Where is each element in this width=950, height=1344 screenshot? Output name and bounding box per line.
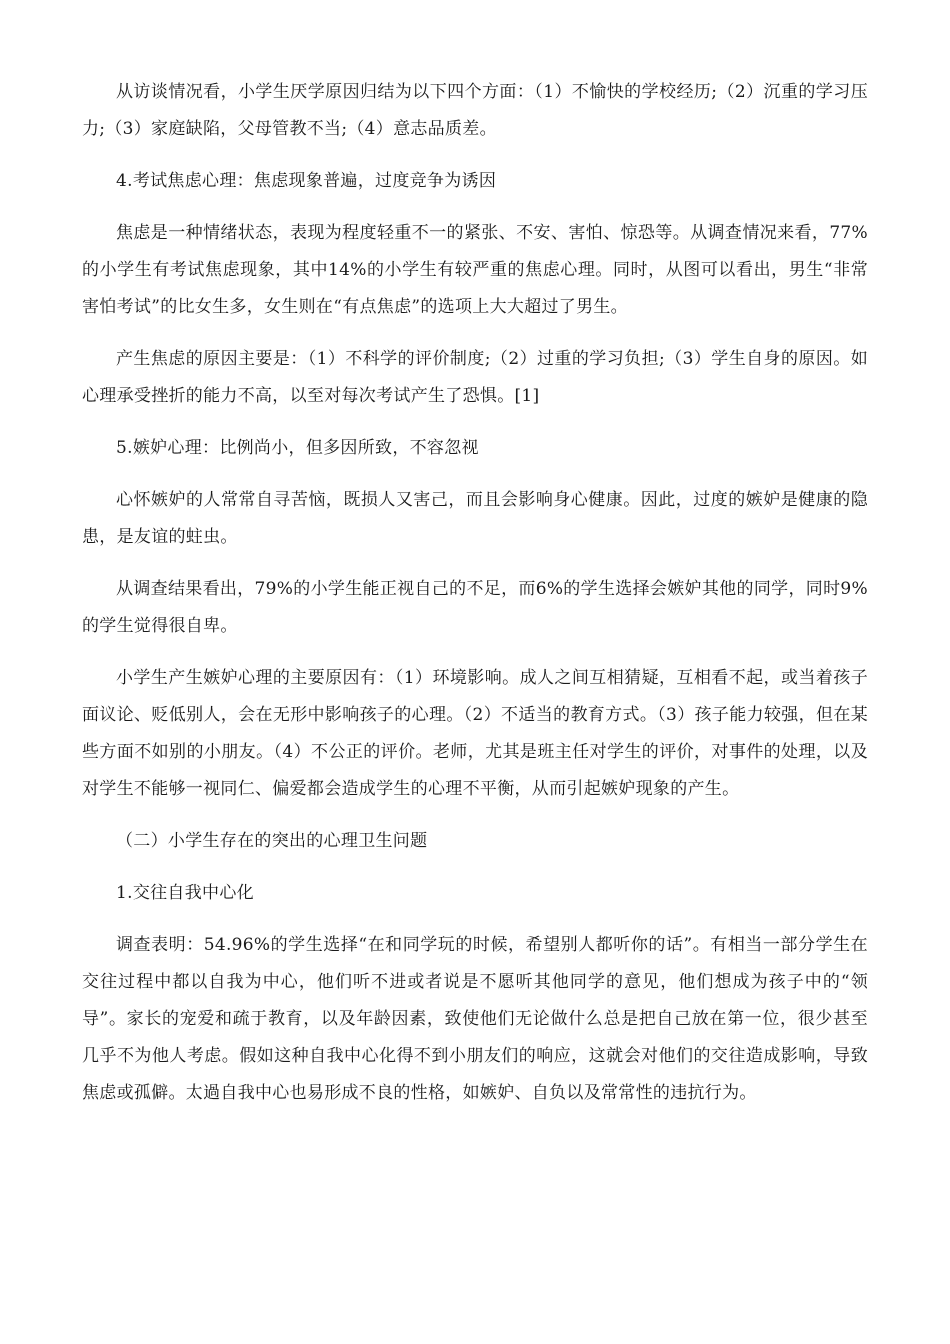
paragraph-anxiety-definition: 焦虑是一种情绪状态，表现为程度轻重不一的紧张、不安、害怕、惊恐等。从调查情况来看，77%的小学生有考试焦虑现象，其中14%的小学生有较严重的焦虑心理。同时，从图可以看出，男生“非常害怕考试”的比女生多，女生则在“有点焦虑”的选项上大大超过了男生。 <box>82 223 868 317</box>
section-heading-self-centered: 1.交往自我中心化 <box>116 883 254 903</box>
paragraph-self-centered-survey: 调查表明：54.96%的学生选择“在和同学玩的时候，希望别人都听你的话”。有相当一部分学生在交往过程中都以自我为中心，他们听不进或者说是不愿听其他同学的意见，他们想成为孩子中的“领导”。家长的宠爱和疏于教育，以及年龄因素，致使他们无论做什么总是把自己放在第一位，很少甚至几乎不为他人考虑。假如这种自我中心化得不到小朋友们的响应，这就会对他们的交往造成影响，导致焦虑或孤僻。太過自我中心也易形成不良的性格，如嫉妒、自负以及常常性的违抗行为。 <box>82 935 868 1103</box>
paragraph-jealousy-survey: 从调查结果看出，79%的小学生能正视自己的不足，而6%的学生选择会嫉妒其他的同学，同时9%的学生觉得很自卑。 <box>82 579 868 636</box>
paragraph-truancy-reasons: 从访谈情况看，小学生厌学原因归结为以下四个方面：（1）不愉快的学校经历;（2）沉重的学习压力;（3）家庭缺陷，父母管教不当;（4）意志品质差。 <box>82 82 868 139</box>
section-heading-exam-anxiety: 4.考试焦虑心理：焦虑现象普遍，过度竞争为诱因 <box>116 171 497 191</box>
paragraph-jealousy-causes: 小学生产生嫉妒心理的主要原因有：（1）环境影响。成人之间互相猜疑，互相看不起，或当着孩子面议论、贬低别人，会在无形中影响孩子的心理。（2）不适当的教育方式。（3）孩子能力较强，但在某些方面不如别的小朋友。（4）不公正的评价。老师，尤其是班主任对学生的评价，对事件的处理，以及对学生不能够一视同仁、偏爱都会造成学生的心理不平衡，从而引起嫉妒现象的产生。 <box>82 668 868 799</box>
paragraph-anxiety-causes: 产生焦虑的原因主要是：（1）不科学的评价制度;（2）过重的学习负担;（3）学生自身的原因。如心理承受挫折的能力不高，以至对每次考试产生了恐惧。[1] <box>82 349 868 406</box>
paragraph-jealousy-harm: 心怀嫉妒的人常常自寻苦恼，既损人又害己，而且会影响身心健康。因此，过度的嫉妒是健康的隐患，是友谊的蛀虫。 <box>82 490 868 547</box>
section-heading-jealousy: 5.嫉妒心理：比例尚小，但多因所致，不容忽视 <box>116 438 479 458</box>
section-heading-mental-hygiene: （二）小学生存在的突出的心理卫生问题 <box>116 831 428 851</box>
